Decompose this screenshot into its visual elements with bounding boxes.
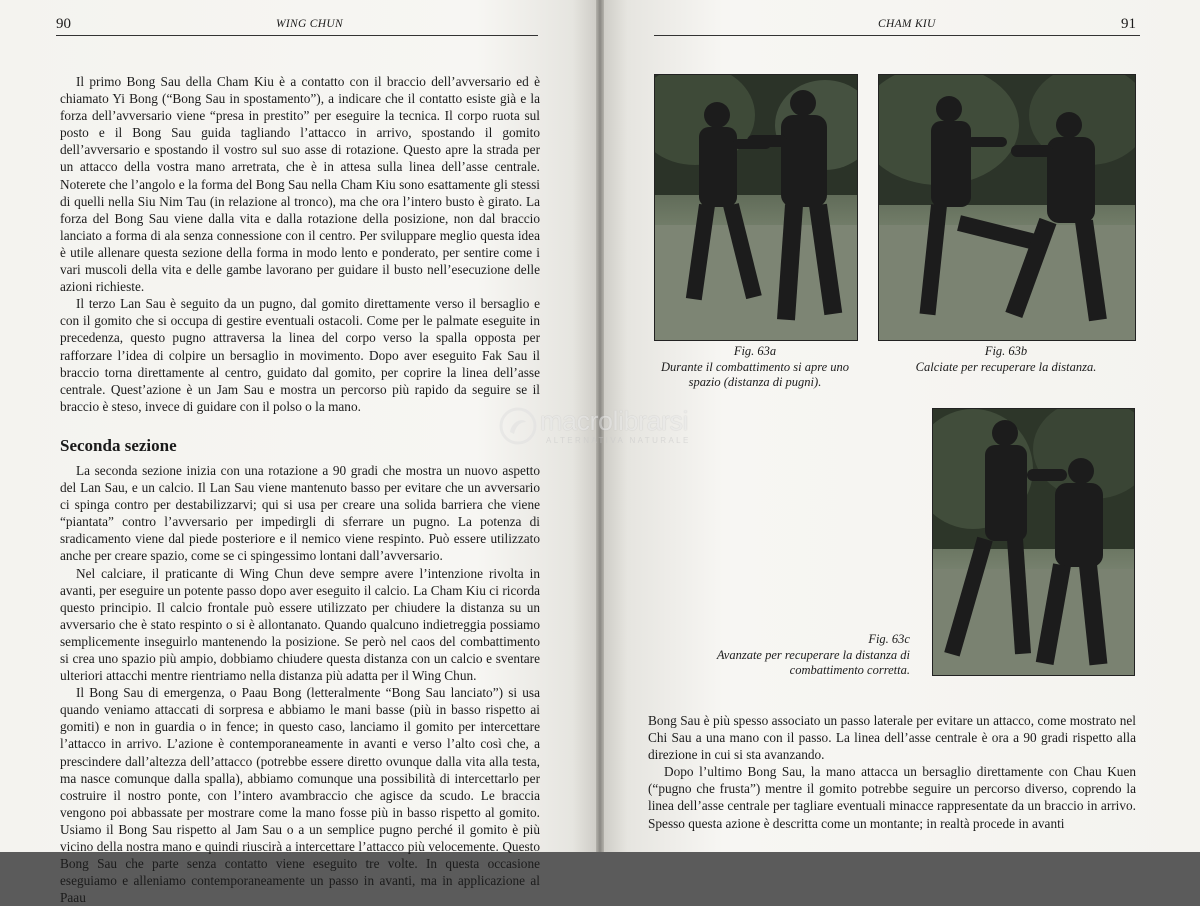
paragraph: Il terzo Lan Sau è seguito da un pugno, dal gomito direttamente verso il bersaglio e con il gomito che si occupa di gestire eventuali ostacoli. Come per le palmate eseguite in precedenza, questo pugno attraversa la linea del corpo verso la spalla opposta per rafforzare l’idea di colpire un bersaglio in movimento. Dopo aver eseguito Fak Sau il braccio torna direttamente al centro, guidato dal gomito, per coprire la linea dell’asse centrale. Quest’azione è un Jam Sau e mostra un percorso più rapido da seguire se il braccio è steso, invece di guidare con il polso o la mano.: [60, 296, 540, 414]
figure-caption: Durante il combattimento si apre uno spazio (distanza di pugni).: [660, 359, 850, 389]
right-body-text: [648, 712, 1136, 832]
figure-caption: Calciate per recuperare la distanza.: [915, 359, 1097, 374]
header-rule-left: [56, 35, 538, 36]
paragraph: Il primo Bong Sau della Cham Kiu è a contatto con il braccio dell’avversario ed è chiamato Yi Bong (“Bong Sau in spostamento”), a indicare che il contatto esiste già e la forza dell’avversario viene “presa in prestito” per eseguire la tecnica. Il corpo ruota sul posto e il Bong Sau guida tagliando l’attacco in arrivo, spostando il gomito dell’avversario e spostando il vostro sul suo asse di rotazione. Questo apre la strada per un attacco della vostra mano arretrata, che è in attesa sulla linea dell’asse centrale. Noterete che l’angolo e la forma del Bong Sau nella Cham Kiu sono esattamente gli stessi di quelli nella Siu Nim Tau (in relazione al tronco), ma che ora l’intero busto è girato. La forza del Bong Sau viene dalla vita e dalla rotazione della posizione, non dal braccio lanciato a forma di ala senza connessione con il centro. Per sviluppare meglio questa idea è utile allenare questa sezione della forma in modo lento e ponderato, per sentire come i vari muscoli della vita e delle gambe lavorano per guidare il busto nell’esecuzione delle azioni richieste.: [60, 74, 540, 295]
watermark-tagline: ALTERNATIVA NATURALE: [546, 436, 691, 445]
figure-label: Fig. 63c: [868, 632, 910, 646]
left-body-text: [60, 73, 540, 906]
fig-63c-photo: [932, 408, 1135, 676]
section-title: Seconda sezione: [60, 435, 177, 455]
paragraph: Bong Sau è più spesso associato un passo laterale per evitare un attacco, come mostrato nel Chi Sau a una mano con il passo. La linea dell’asse centrale è ora a 90 gradi rispetto alla direzione in cui si sta avanzando.: [648, 713, 1136, 763]
macrolibrarsi-logo-icon: [498, 406, 538, 446]
figure-label: Fig. 63b: [984, 344, 1028, 358]
header-rule-right: [654, 35, 1140, 36]
figure-caption: Avanzate per recuperare la distanza di combattimento corretta.: [716, 647, 910, 677]
paragraph: Dopo l’ultimo Bong Sau, la mano attacca un bersaglio direttamente con Chau Kuen (“pugno che frusta”) mentre il gomito potrebbe seguire un percorso diverso, coprendo la linea dell’asse centrale per tagliare eventuali minacce rappresentate da un braccio in arrivo. Spesso questa azione è descritta come un montante; in realtà procede in avanti: [648, 764, 1136, 831]
page-number-right: 91: [1121, 16, 1136, 32]
paragraph: Nel calciare, il praticante di Wing Chun deve sempre avere l’intenzione rivolta in avanti, per eseguire un potente passo dopo aver eseguito il calcio. La Cham Kiu ci ricorda questo principio. Il calcio frontale può essere utilizzato per chiudere la distanza su un avversario che è stato respinto o si è allontanato. Quando qualcuno indietreggia possiamo semplicemente inseguirlo mantenendo la posizione. Se però nel caos del combattimento si crea uno spazio più ampio, dobbiamo chiudere questa distanza con un calcio e sventare ulteriori attacchi mentre rientriamo nella distanza più adatta per il Wing Chun.: [60, 565, 540, 684]
paragraph: La seconda sezione inizia con una rotazione a 90 gradi che mostra un nuovo aspetto del Lan Sau, e un calcio. Il Lan Sau viene mantenuto basso per evitare che un avversario ci spinga contro per destabilizzarvi; qui si usa per creare una solida barriera che viene “piantata” contro l’avversario per impedirgli di sferrare un pugno. La potenza di sradicamento viene dal piede posteriore e il nemico viene respinto. Può essere utilizzato anche per creare spazio, come se ci spingessimo lontani dall’avversario.: [60, 462, 540, 564]
fig-63c-caption: [694, 632, 910, 679]
watermark-name: macrolibrarsi: [540, 406, 689, 436]
running-head-right: CHAM KIU: [878, 18, 936, 30]
watermark: [498, 402, 718, 450]
paragraph: Il Bong Sau di emergenza, o Paau Bong (letteralmente “Bong Sau lanciato”) si usa quando veniamo attaccati di sorpresa e abbiamo le mani basse (più in basso rispetto ai gomiti) e non in guardia o in fence; in questo caso, lanciamo il gomito per intercettare l’attacco in arrivo. L’azione è contemporaneamente in avanti e verso l’alto così che, a prescindere dall’altezza dell’attacco (potrebbe essere diretto ovunque dalla vita alla testa, ma nasce comunque dalla spalla), abbiamo comunque una possibilità di intercettarlo per costruire il nostro ponte, con l’intero avambraccio che agisce da scudo. Le braccia vengono poi abbassate per mostrare come la mano fosse più in basso rispetto al gomito. Usiamo il Bong Sau rispetto al Jam Sau o a un semplice pugno perché il gomito è più vicino della nostra mano e quindi riuscirà a intercettare l’attacco più velocemente. Questo Bong Sau che parte senza contatto viene eseguito tre volte. In questa occasione eseguiamo e alleniamo contemporaneamente un passo in avanti, ma in applicazione al Paau: [60, 685, 540, 906]
fig-63b-caption: [878, 344, 1134, 375]
fig-63a-photo: [654, 74, 858, 341]
fig-63a-caption: [654, 344, 856, 391]
fig-63b-photo: [878, 74, 1136, 341]
page-number-left: 90: [56, 16, 71, 32]
running-head-left: WING CHUN: [276, 18, 343, 30]
figure-label: Fig. 63a: [733, 344, 777, 358]
